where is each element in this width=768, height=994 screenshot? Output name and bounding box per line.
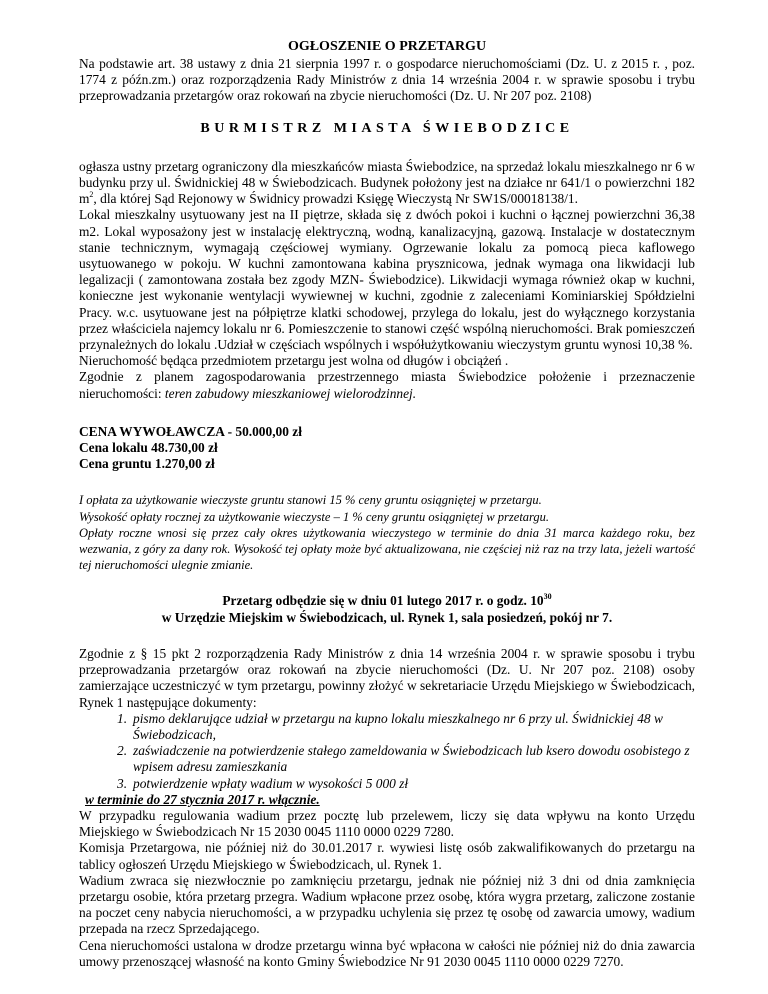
description-paragraph-2: Lokal mieszkalny usytuowany jest na II piętrze, składa się z dwóch pokoi i kuchni o łącznej powierzchni 36,38 m2. Lokal wyposażony jest w instalację elektryczną, wodną, kanalizacyjną, gazową. Instalacje w dostatecznym stanie technicznym, wymagają częściowej wymiany. Ogrzewanie lokalu za pomocą pieca kaflowego usytuowanego w pokoju. W kuchni zamontowana kabina prysznicowa, jednak wymaga ona likwidacji lub legalizacji ( zamontowana została bez zgody MZN- Świebodzice). Likwidacji wymaga również okap w kuchni, konieczne jest wykonanie wentylacji wywiewnej w kuchni, zgodnie z zaleceniami Kominiarskiej Spółdzielni Pracy. w.c. usytuowane jest na półpiętrze klatki schodowej, przylega do lokalu, jest do wyłącznego korzystania przez właściciela najemcy lokalu nr 6. Pomieszczenie to stanowi część wspólną nieruchomości. Brak pomieszczeń przynależnych do lokalu .Udział w częściach wspólnych i współużytkowaniu wieczystym gruntu wynosi 10,38 %. [79,207,695,353]
zoning-purpose: teren zabudowy mieszkaniowej wielorodzinnej. [164,385,417,401]
closing-paragraph-1: W przypadku regulowania wadium przez pocztę lub przelewem, liczy się data wpływu na konto Urzędu Miejskiego w Świebodzicach Nr 15 2030 0045 1110 0000 0229 7280. [79,807,695,840]
requirements-block [79,646,695,970]
list-item-text: pismo deklarujące udział w przetargu na kupno lokalu mieszkalnego nr 6 przy ul. Świdnickiej 48 w Świebodzicach, [133,710,663,742]
list-item-text: potwierdzenie wpłaty wadium w wysokości 5 000 zł [133,775,409,791]
required-documents-list [79,711,695,792]
description-paragraph-3: Nieruchomość będąca przedmiotem przetargu jest wolna od długów i obciążeń . [79,353,509,369]
requirements-intro: Zgodnie z § 15 pkt 2 rozporządzenia Rady Ministrów z dnia 14 września 2004 r. w sprawie sposobu i trybu przeprowadzania przetargów oraz rokowań na zbycie nieruchomości (Dz. U. Nr 207 poz. 2108) osoby zamierzające uczestniczyć w tym przetargu, powinny złożyć w sekretariacie Urzędu Miejskiego w Świebodzicach, Rynek 1 następujące dokumenty: [79,645,695,710]
area-superscript: 2 [89,190,94,200]
description-text-1a: ogłasza ustny przetarg ograniczony dla mieszkańców miasta Świebodzice, na sprzedaż lokalu mieszkalnego nr 6 w budynku przy ul. Świdnickiej 48 w Świebodzicach. Budynek położony jest na działce nr 641/1 o powierzchni 182 m [79,158,695,207]
unit-price: Cena lokalu 48.730,00 zł [79,440,218,456]
zoning-text: Zgodnie z planem zagospodarowania przestrzennego miasta Świebodzice położenie i przeznaczenie nieruchomości: [79,369,695,401]
description-text-1b: , dla której Sąd Rejonowy w Świdnicy prowadzi Księgę Wieczystą Nr SW1S/00018138/1. [93,191,578,207]
closing-paragraph-4: Cena nieruchomości ustalona w drodze przetargu winna być wpłacona w całości nie później niż do dnia zawarcia umowy przenoszącej własność na konto Gminy Świebodzice Nr 91 2030 0045 1110 0000 0229 7270. [79,937,695,969]
property-description [79,159,695,402]
list-item-number: 3. [117,775,128,791]
document-page [79,0,695,970]
auction-date [79,593,695,609]
price-block [79,424,695,473]
list-item [79,743,695,775]
document-title: OGŁOSZENIE O PRZETARGU [287,39,487,54]
description-paragraph-1 [79,159,695,208]
auction-date-block [79,593,695,625]
closing-paragraph-3: Wadium zwraca się niezwłocznie po zamknięciu przetargu, jednak nie później niż 3 dni od dnia zamknięcia przetargu osobie, która przetarg przegra. Wadium wpłacone przez osobę, która wygra przetarg, zaliczone zostanie na poczet ceny nabycia nieruchomości, a w przypadku uchylenia się przez tę osobę od zawarcia umowy, wadium przepada na rzecz Sprzedającego. [79,872,695,937]
auction-date-text: Przetarg odbędzie się w dniu 01 lutego 2017 r. o godz. 10 [222,593,544,609]
fees-block [79,492,695,573]
fee-terms: Opłaty roczne wnosi się przez cały okres użytkowania wieczystego w terminie do dnia 31 marca każdego roku, bez wezwania, z góry za dany rok. Wysokość tej opłaty może być aktualizowana, nie częściej niż raz na trzy lata, jeżeli wartość tej nieruchomości ulegnie zmianie. [79,525,695,573]
submission-deadline: w terminie do 27 stycznia 2017 r. włącznie. [85,791,320,807]
list-item [79,776,695,792]
announcer-heading: BURMISTRZ MIASTA ŚWIEBODZICE [200,120,574,136]
starting-price: CENA WYWOŁAWCZA - 50.000,00 zł [79,423,302,439]
list-item [79,711,695,743]
closing-paragraph-2: Komisja Przetargowa, nie później niż do 30.01.2017 r. wywiesi listę osób zakwalifikowanych do przetargu na tablicy ogłoszeń Urzędu Miejskiego w Świebodzicach, ul. Rynek 1. [79,840,695,872]
auction-time-minutes: 30 [543,592,552,602]
land-price: Cena gruntu 1.270,00 zł [79,456,215,472]
list-item-number: 2. [117,743,128,759]
list-item-text: zaświadczenie na potwierdzenie stałego zameldowania w Świebodzicach lub ksero dowodu osobistego z wpisem adresu zamieszkania [133,743,690,775]
description-paragraph-4 [79,369,695,401]
auction-location: w Urzędzie Miejskim w Świebodzicach, ul. Rynek 1, sala posiedzeń, pokój nr 7. [161,609,613,625]
fee-first: I opłata za użytkowanie wieczyste gruntu stanowi 15 % ceny gruntu osiągniętej w przetargu. [79,493,542,508]
legal-basis-paragraph: Na podstawie art. 38 ustawy z dnia 21 sierpnia 1997 r. o gospodarce nieruchomościami (Dz. U. z 2015 r. , poz. 1774 z późn.zm.) oraz rozporządzenia Rady Ministrów z dnia 14 września 2004 r. w sprawie sposobu i trybu przeprowadzania przetargów oraz rokowań na zbycie nieruchomości (Dz. U. Nr 207 poz. 2108) [79,56,695,104]
fee-annual: Wysokość opłaty rocznej za użytkowanie wieczyste – 1 % ceny gruntu osiągniętej w przetargu. [79,509,550,524]
list-item-number: 1. [117,710,128,726]
